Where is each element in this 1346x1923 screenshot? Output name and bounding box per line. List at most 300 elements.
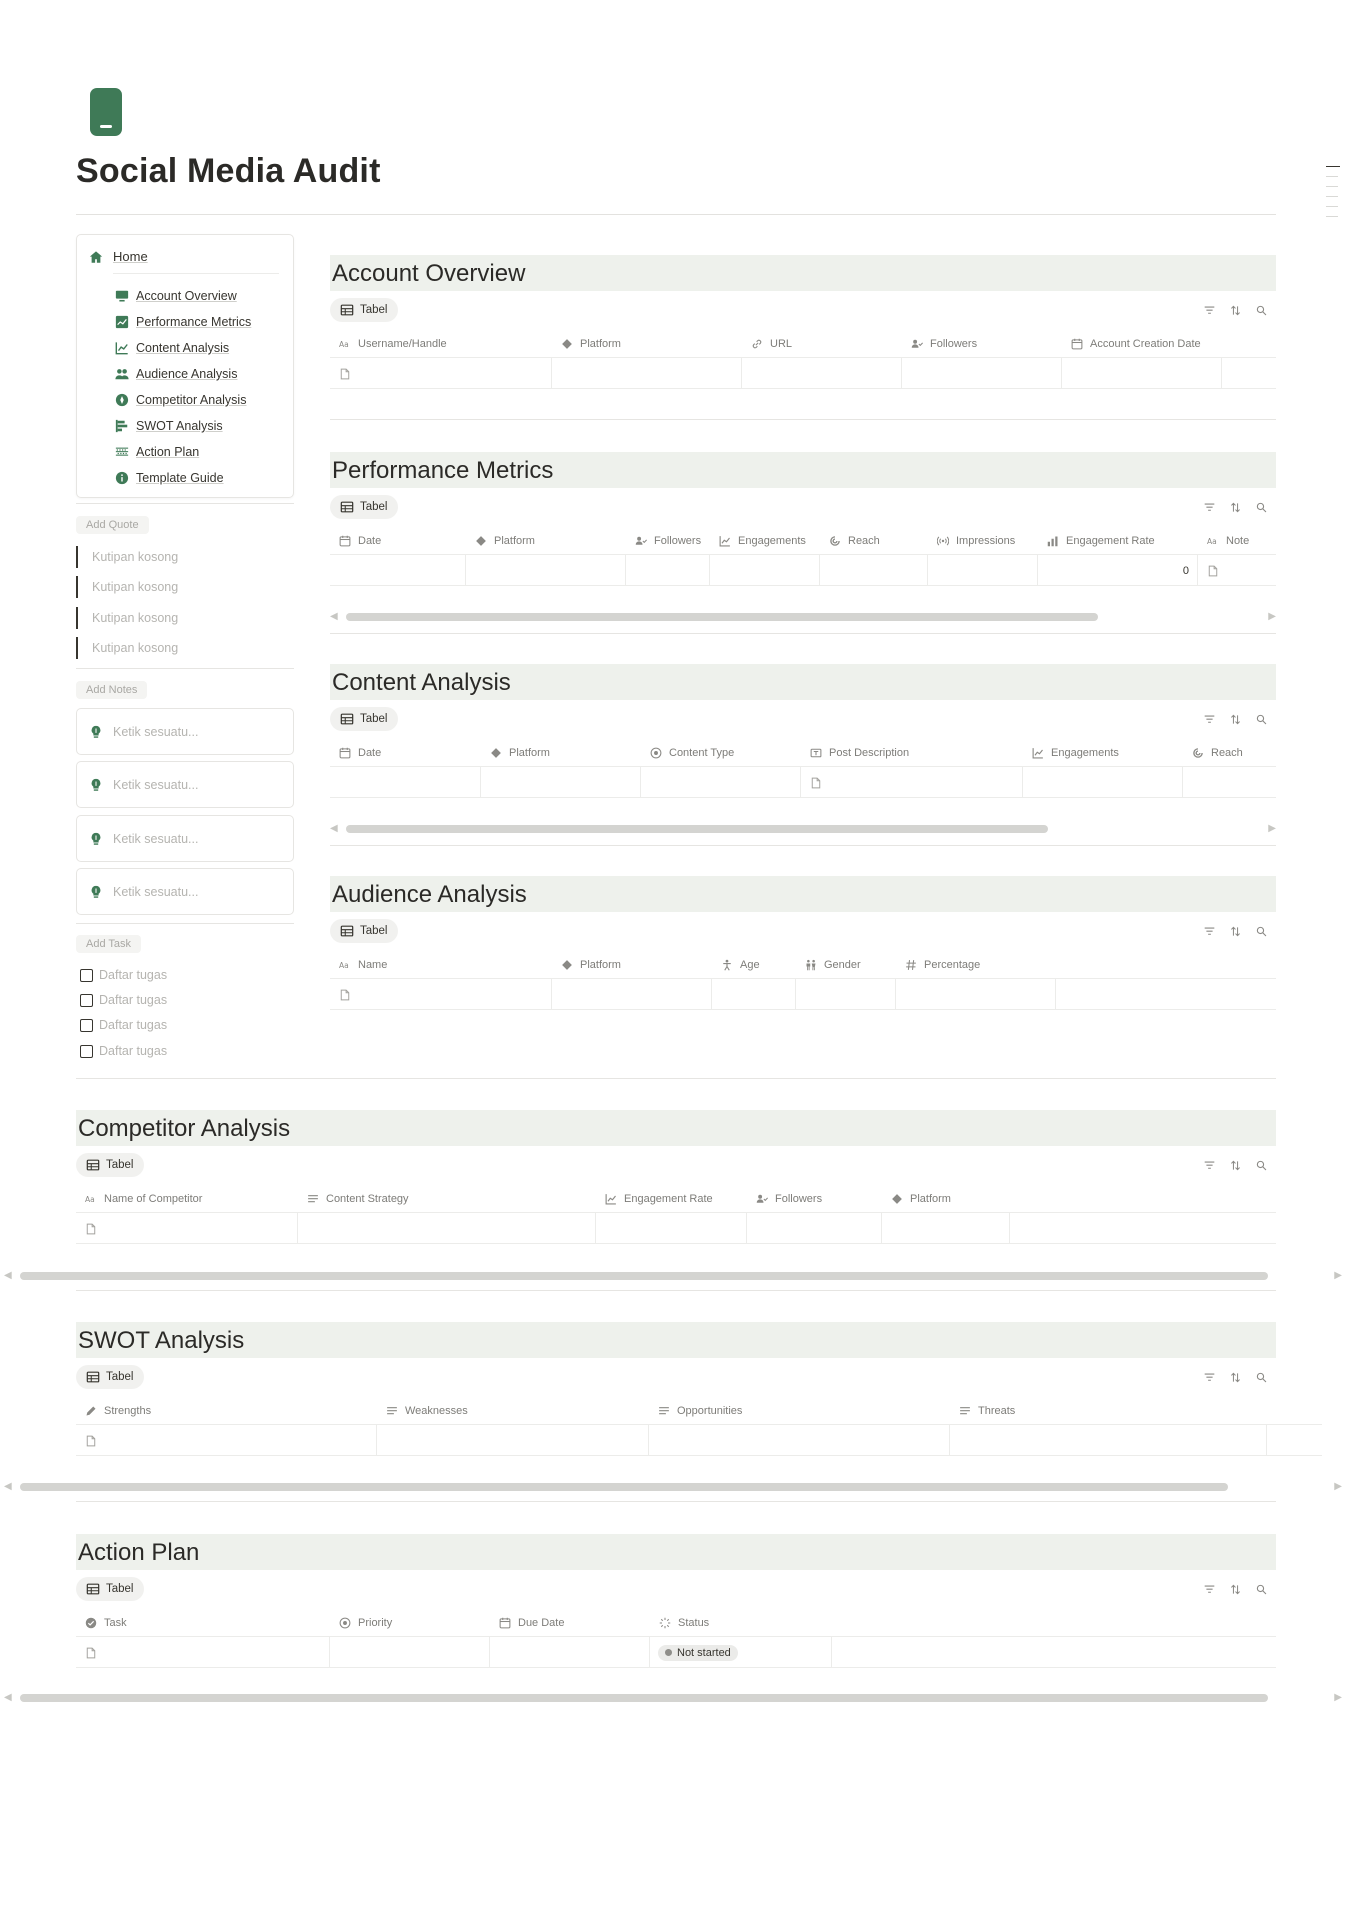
column-header[interactable] [377, 1397, 649, 1425]
column-label: Content Type [669, 746, 735, 759]
column-label: Platform [580, 337, 621, 350]
table-header [330, 951, 1276, 979]
column-label: Age [740, 958, 760, 971]
note-placeholder: Ketik sesuatu... [113, 831, 199, 846]
scroll-right-icon[interactable]: ▶ [1268, 611, 1276, 622]
sort-icon[interactable] [1228, 1158, 1242, 1172]
table-cell[interactable] [466, 555, 626, 586]
engagement-rate-value: 0 [1182, 564, 1189, 577]
column-header[interactable] [928, 527, 1038, 555]
timeline-icon [115, 445, 129, 459]
column-header[interactable] [330, 1609, 490, 1637]
select-icon [474, 534, 488, 548]
column-label: Priority [358, 1616, 393, 1629]
column-label: Reach [848, 534, 880, 547]
page-outline[interactable] [1326, 166, 1340, 226]
column-header[interactable] [1038, 527, 1198, 555]
task-item[interactable] [80, 1016, 167, 1034]
table-cell[interactable] [1023, 767, 1183, 798]
scroll-right-icon[interactable]: ▶ [1268, 823, 1276, 834]
search-icon[interactable] [1254, 924, 1268, 938]
column-label: Engagements [1051, 746, 1119, 759]
table-cell[interactable] [76, 1425, 377, 1456]
nav-item-label: SWOT Analysis [136, 419, 223, 433]
table-view-tab[interactable] [76, 1365, 144, 1389]
column-label: Account Creation Date [1090, 337, 1201, 350]
section-divider [76, 1290, 1276, 1291]
scrollbar-thumb[interactable] [20, 1272, 1268, 1280]
check-circle-icon [84, 1616, 98, 1630]
column-header[interactable] [596, 1185, 747, 1213]
page-icon [84, 1646, 98, 1660]
table-cell[interactable] [330, 555, 466, 586]
lines-icon [958, 1404, 972, 1418]
table-cell[interactable] [896, 979, 1056, 1010]
scrollbar-thumb[interactable] [20, 1694, 1268, 1702]
column-header[interactable] [796, 951, 896, 979]
note-card[interactable] [76, 868, 294, 915]
table-cell[interactable] [490, 1637, 650, 1668]
column-header[interactable] [649, 1397, 950, 1425]
section-divider [330, 419, 1276, 420]
quote-item[interactable]: Kutipan kosong [76, 607, 294, 629]
column-label: Post Description [829, 746, 910, 759]
table-cell[interactable] [1198, 555, 1276, 586]
column-header[interactable] [552, 330, 742, 358]
search-icon[interactable] [1254, 500, 1268, 514]
add-quote-button[interactable]: Add Quote [76, 516, 149, 534]
info-icon [115, 471, 129, 485]
filter-icon[interactable] [1202, 1158, 1216, 1172]
column-header[interactable] [330, 527, 466, 555]
task-item[interactable] [80, 991, 167, 1009]
reach-icon [828, 534, 842, 548]
nav-item-label: Audience Analysis [136, 367, 238, 381]
column-label: Engagement Rate [624, 1192, 713, 1205]
page-title: Social Media Audit [76, 152, 381, 190]
quote-item[interactable]: Kutipan kosong [76, 637, 294, 659]
view-label: Tabel [106, 1583, 134, 1595]
table-cell[interactable] [747, 1213, 882, 1244]
note-card[interactable] [76, 815, 294, 862]
section-title: Competitor Analysis [76, 1110, 1276, 1146]
scroll-left-icon[interactable]: ◀ [4, 1270, 12, 1281]
nav-item-content-analysis[interactable] [115, 335, 251, 361]
calendar-icon [1070, 337, 1084, 351]
column-header[interactable] [710, 527, 820, 555]
column-label: Platform [494, 534, 535, 547]
table-cell[interactable] [330, 979, 552, 1010]
table-cell[interactable] [596, 1213, 747, 1244]
table-view-tab[interactable] [330, 298, 398, 322]
nav-item-performance-metrics[interactable] [115, 309, 251, 335]
filter-icon[interactable] [1202, 1370, 1216, 1384]
nav-item-label: Competitor Analysis [136, 393, 247, 407]
column-label: Date [358, 534, 382, 547]
table-header [76, 1397, 1322, 1425]
table-cell[interactable] [1010, 1213, 1276, 1244]
nav-item-action-plan[interactable] [115, 439, 251, 465]
column-label: Engagements [738, 534, 806, 547]
table-view-tab[interactable] [330, 707, 398, 731]
table-cell[interactable] [902, 358, 1062, 389]
lines-icon [306, 1192, 320, 1206]
column-header[interactable] [330, 330, 552, 358]
task-label: Daftar tugas [99, 1018, 168, 1032]
table-cell[interactable] [1183, 767, 1276, 798]
table-cell[interactable] [1056, 979, 1276, 1010]
filter-icon[interactable] [1202, 1582, 1216, 1596]
task-item[interactable] [80, 966, 167, 984]
sort-icon[interactable] [1228, 712, 1242, 726]
table-view-tab[interactable] [76, 1577, 144, 1601]
column-header[interactable] [882, 1185, 1010, 1213]
column-header[interactable] [76, 1609, 330, 1637]
table-cell[interactable] [330, 1637, 490, 1668]
table-cell[interactable] [330, 358, 552, 389]
column-label: Username/Handle [358, 337, 447, 350]
scrollbar-thumb[interactable] [346, 613, 1098, 621]
column-header[interactable] [650, 1609, 832, 1637]
table-row[interactable] [76, 1425, 1322, 1456]
calendar-icon [338, 746, 352, 760]
sidebar-divider [76, 923, 294, 924]
column-header[interactable] [1023, 739, 1183, 767]
table-cell[interactable] [552, 358, 742, 389]
section-divider [76, 1078, 1276, 1079]
column-label: Opportunities [677, 1404, 743, 1417]
chart-icon [718, 534, 732, 548]
scroll-right-icon[interactable]: ▶ [1334, 1270, 1342, 1281]
scroll-left-icon[interactable]: ◀ [4, 1481, 12, 1492]
text-icon [338, 958, 352, 972]
column-header[interactable] [76, 1397, 377, 1425]
task-label: Daftar tugas [99, 993, 168, 1007]
table-tools [1202, 1582, 1276, 1596]
column-header[interactable] [298, 1185, 596, 1213]
column-label: Gender [824, 958, 861, 971]
table-tools [1202, 1370, 1276, 1384]
note-card[interactable] [76, 761, 294, 808]
scroll-right-icon[interactable]: ▶ [1334, 1481, 1342, 1492]
table-view-tab[interactable] [330, 919, 398, 943]
scroll-left-icon[interactable]: ◀ [4, 1692, 12, 1703]
search-icon[interactable] [1254, 712, 1268, 726]
column-header[interactable] [481, 739, 641, 767]
lines-icon [657, 1404, 671, 1418]
home-icon [89, 250, 103, 264]
table-tools [1202, 712, 1276, 726]
table-cell[interactable] [742, 358, 902, 389]
reach-icon [1191, 746, 1205, 760]
table-cell[interactable] [796, 979, 896, 1010]
lightbulb-icon [89, 885, 103, 899]
table-cell[interactable] [626, 555, 710, 586]
column-label: Reach [1211, 746, 1243, 759]
table-view-tab[interactable] [76, 1153, 144, 1177]
loader-icon [658, 1616, 672, 1630]
trend-icon [115, 315, 129, 329]
table-row[interactable] [330, 358, 1276, 389]
table-icon [86, 1582, 100, 1596]
chart-icon [604, 1192, 618, 1206]
column-header[interactable] [896, 951, 1056, 979]
home-label: Home [113, 249, 148, 264]
table-cell[interactable] [950, 1425, 1267, 1456]
task-checkbox[interactable] [80, 994, 93, 1007]
section-title: Account Overview [330, 255, 1276, 291]
nav-item-swot-analysis[interactable] [115, 413, 251, 439]
select-icon [890, 1192, 904, 1206]
horizontal-scrollbar[interactable] [330, 611, 1276, 622]
status-label: Not started [677, 1646, 731, 1659]
search-icon[interactable] [1254, 1582, 1268, 1596]
table-row[interactable] [76, 1213, 1276, 1244]
filter-icon[interactable] [1202, 924, 1216, 938]
table-row[interactable] [330, 767, 1276, 798]
column-header[interactable] [641, 739, 801, 767]
table-icon [340, 303, 354, 317]
column-label: Date [358, 746, 382, 759]
note-placeholder: Ketik sesuatu... [113, 724, 199, 739]
table-view-tab[interactable] [330, 495, 398, 519]
view-label: Tabel [106, 1159, 134, 1171]
calendar-icon [498, 1616, 512, 1630]
line-chart-icon [115, 341, 129, 355]
page-icon [1206, 564, 1220, 578]
column-header[interactable] [742, 330, 902, 358]
user-check-icon [634, 534, 648, 548]
table-cell[interactable] [649, 1425, 950, 1456]
calendar-icon [338, 534, 352, 548]
sort-icon[interactable] [1228, 500, 1242, 514]
view-label: Tabel [360, 713, 388, 725]
column-header[interactable] [801, 739, 1023, 767]
table-cell[interactable] [832, 1637, 1276, 1668]
task-label: Daftar tugas [99, 968, 168, 982]
filter-icon[interactable] [1202, 712, 1216, 726]
table-icon [340, 712, 354, 726]
select-icon [489, 746, 503, 760]
status-badge[interactable] [658, 1645, 738, 1661]
content-analysis-section [330, 664, 1276, 846]
person-icon [720, 958, 734, 972]
view-label: Tabel [360, 304, 388, 316]
column-label: Platform [580, 958, 621, 971]
table-header [330, 330, 1276, 358]
sidebar-divider [76, 668, 294, 669]
table-cell[interactable] [650, 1637, 832, 1668]
table-cell[interactable] [76, 1213, 298, 1244]
column-header[interactable] [820, 527, 928, 555]
table-header [76, 1185, 1276, 1213]
nav-item-account-overview[interactable] [115, 283, 251, 309]
nav-item-label: Content Analysis [136, 341, 230, 355]
column-header[interactable] [1183, 739, 1276, 767]
column-header[interactable] [712, 951, 796, 979]
section-title: SWOT Analysis [76, 1322, 1276, 1358]
status-dot-icon [665, 1649, 672, 1656]
column-label: Threats [978, 1404, 1016, 1417]
table-cell[interactable] [1038, 555, 1198, 586]
nav-list [115, 283, 251, 491]
scroll-left-icon[interactable]: ◀ [330, 823, 338, 834]
audience-analysis-section [330, 876, 1276, 1010]
horizontal-scrollbar[interactable] [4, 1692, 1342, 1703]
table-row[interactable] [76, 1637, 1276, 1668]
scrollbar-thumb[interactable] [346, 825, 1048, 833]
page-phone-icon [90, 88, 122, 136]
task-item[interactable] [80, 1042, 167, 1060]
column-label: Percentage [924, 958, 981, 971]
account-overview-section [330, 255, 1276, 420]
section-title: Action Plan [76, 1534, 1276, 1570]
table-row[interactable] [330, 555, 1276, 586]
table-cell[interactable] [801, 767, 1023, 798]
column-header[interactable] [626, 527, 710, 555]
text-icon [338, 337, 352, 351]
quote-item[interactable]: Kutipan kosong [76, 576, 294, 598]
table-tools [1202, 303, 1276, 317]
column-label: URL [770, 337, 793, 350]
column-header[interactable] [76, 1185, 298, 1213]
add-task-button[interactable]: Add Task [76, 935, 141, 953]
table-tools [1202, 924, 1276, 938]
home-link[interactable] [89, 249, 148, 264]
table-row[interactable] [330, 979, 1276, 1010]
compass-icon [115, 393, 129, 407]
column-header[interactable] [902, 330, 1062, 358]
column-label: Due Date [518, 1616, 565, 1629]
text-icon [1206, 534, 1220, 548]
scrollbar-thumb[interactable] [20, 1483, 1228, 1491]
task-checkbox[interactable] [80, 969, 93, 982]
table-cell[interactable] [1267, 1425, 1322, 1456]
quote-item[interactable]: Kutipan kosong [76, 546, 294, 568]
column-label: Note [1226, 534, 1250, 547]
table-cell[interactable] [712, 979, 796, 1010]
column-header[interactable] [747, 1185, 882, 1213]
column-header[interactable] [330, 739, 481, 767]
people-icon [115, 367, 129, 381]
column-header[interactable] [950, 1397, 1267, 1425]
table-cell[interactable] [928, 555, 1038, 586]
sort-icon[interactable] [1228, 303, 1242, 317]
column-label: Content Strategy [326, 1192, 409, 1205]
table-icon [340, 924, 354, 938]
scroll-right-icon[interactable]: ▶ [1334, 1692, 1342, 1703]
table-icon [86, 1158, 100, 1172]
table-cell[interactable] [710, 555, 820, 586]
user-check-icon [755, 1192, 769, 1206]
search-icon[interactable] [1254, 1158, 1268, 1172]
section-title: Content Analysis [330, 664, 1276, 700]
table-cell[interactable] [76, 1637, 330, 1668]
lightbulb-icon [89, 832, 103, 846]
text-icon [84, 1192, 98, 1206]
search-icon[interactable] [1254, 1370, 1268, 1384]
action-plan-section [76, 1534, 1276, 1668]
add-notes-button[interactable]: Add Notes [76, 681, 147, 699]
column-header[interactable] [330, 951, 552, 979]
nav-item-competitor-analysis[interactable] [115, 387, 251, 413]
text-box-icon [809, 746, 823, 760]
task-checkbox[interactable] [80, 1045, 93, 1058]
performance-metrics-section [330, 452, 1276, 634]
gender-icon [804, 958, 818, 972]
pencil-icon [84, 1404, 98, 1418]
table-header [330, 739, 1276, 767]
column-label: Platform [910, 1192, 951, 1205]
lightbulb-icon [89, 778, 103, 792]
sidebar-divider [76, 503, 294, 504]
nav-item-audience-analysis[interactable] [115, 361, 251, 387]
table-cell[interactable] [820, 555, 928, 586]
column-label: Task [104, 1616, 127, 1629]
horizontal-scrollbar[interactable] [330, 823, 1276, 834]
table-cell[interactable] [330, 767, 481, 798]
scroll-left-icon[interactable]: ◀ [330, 611, 338, 622]
sort-icon[interactable] [1228, 924, 1242, 938]
column-header[interactable] [1062, 330, 1222, 358]
table-cell[interactable] [377, 1425, 649, 1456]
column-label: Engagement Rate [1066, 534, 1155, 547]
signal-icon [936, 534, 950, 548]
note-placeholder: Ketik sesuatu... [113, 884, 199, 899]
table-cell[interactable] [1062, 358, 1222, 389]
column-label: Strengths [104, 1404, 152, 1417]
column-header[interactable] [466, 527, 626, 555]
monitor-icon [115, 289, 129, 303]
search-icon[interactable] [1254, 303, 1268, 317]
filter-icon[interactable] [1202, 500, 1216, 514]
table-cell[interactable] [481, 767, 641, 798]
table-cell[interactable] [882, 1213, 1010, 1244]
horizontal-scrollbar[interactable] [4, 1270, 1342, 1281]
nav-divider [113, 273, 279, 274]
column-label: Followers [654, 534, 702, 547]
note-card[interactable] [76, 708, 294, 755]
section-title: Audience Analysis [330, 876, 1276, 912]
nav-item-template-guide[interactable] [115, 465, 251, 491]
title-divider [76, 214, 1276, 215]
table-cell[interactable] [1222, 358, 1276, 389]
table-cell[interactable] [552, 979, 712, 1010]
link-icon [750, 337, 764, 351]
column-header[interactable] [1198, 527, 1276, 555]
swot-analysis-section [76, 1322, 1322, 1456]
horizontal-scrollbar[interactable] [4, 1481, 1342, 1492]
section-title: Performance Metrics [330, 452, 1276, 488]
nav-item-label: Action Plan [136, 445, 200, 459]
table-cell[interactable] [298, 1213, 596, 1244]
sort-icon[interactable] [1228, 1582, 1242, 1596]
view-label: Tabel [360, 501, 388, 513]
nav-item-label: Template Guide [136, 471, 224, 485]
section-divider [330, 633, 1276, 634]
gantt-icon [115, 419, 129, 433]
column-header[interactable] [552, 951, 712, 979]
table-cell[interactable] [641, 767, 801, 798]
column-label: Name [358, 958, 388, 971]
view-label: Tabel [106, 1371, 134, 1383]
chart-icon [1031, 746, 1045, 760]
task-checkbox[interactable] [80, 1019, 93, 1032]
sort-icon[interactable] [1228, 1370, 1242, 1384]
navigation-panel [76, 234, 294, 498]
filter-icon[interactable] [1202, 303, 1216, 317]
column-header[interactable] [490, 1609, 650, 1637]
